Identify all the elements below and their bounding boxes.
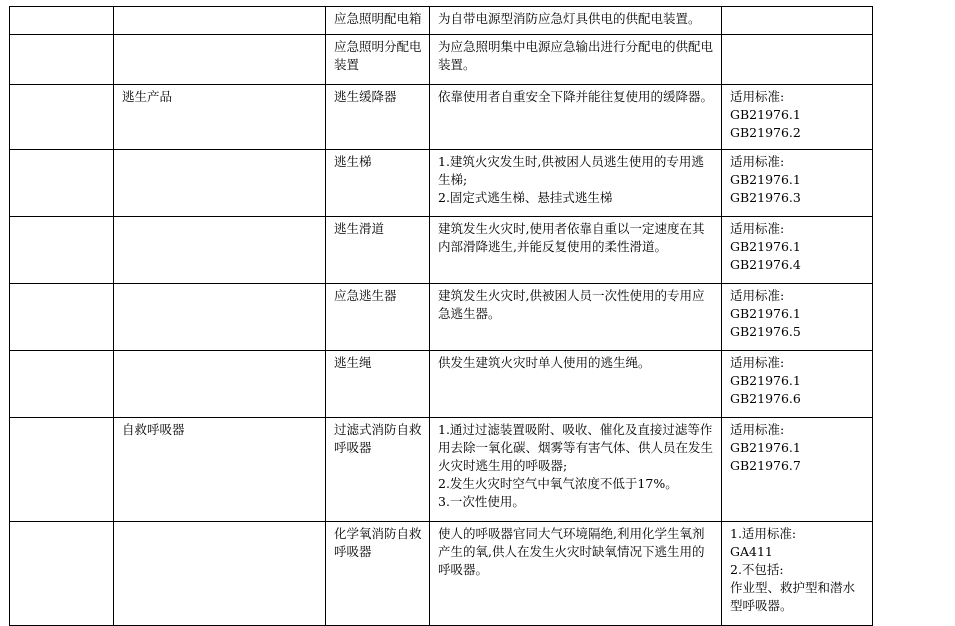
description-line: 依靠使用者自重安全下降并能往复使用的缓降器。: [438, 89, 714, 104]
table-row: [10, 284, 873, 351]
standard-line: GB21976.1: [730, 373, 801, 388]
standard-cell: [722, 7, 873, 35]
product-name-cell: 过滤式消防自救呼吸器: [326, 418, 430, 522]
standard-line: 适用标准:: [730, 288, 785, 303]
empty-cell: [10, 284, 114, 351]
standard-line: 适用标准:: [730, 89, 785, 104]
table-row: [10, 351, 873, 418]
table-row: [10, 35, 873, 85]
product-name-cell: 化学氧消防自救呼吸器: [326, 522, 430, 626]
description-line: 供发生建筑火灾时单人使用的逃生绳。: [438, 355, 651, 370]
table-row: [10, 85, 873, 150]
standard-line: 适用标准:: [730, 221, 785, 236]
empty-cell: [10, 217, 114, 284]
standard-line: 2.不包括:: [730, 562, 784, 577]
description-line: 3.一次性使用。: [438, 494, 525, 509]
standard-line: GB21976.1: [730, 440, 801, 455]
table-row: [10, 217, 873, 284]
description-cell: [430, 284, 722, 351]
empty-cell: [10, 351, 114, 418]
category-cell: 逃生产品: [114, 85, 326, 150]
table-row: [10, 7, 873, 35]
standard-line: 适用标准:: [730, 422, 785, 437]
category-cell: [114, 7, 326, 35]
product-name-cell: 应急照明配电箱: [326, 7, 430, 35]
category-cell: [114, 217, 326, 284]
standard-cell: [722, 418, 873, 522]
product-name-cell: 应急照明分配电装置: [326, 35, 430, 85]
standard-line: GB21976.7: [730, 458, 801, 473]
description-cell: [430, 418, 722, 522]
empty-cell: [10, 35, 114, 85]
category-cell: [114, 150, 326, 217]
standard-line: GB21976.5: [730, 324, 801, 339]
standard-line: GB21976.1: [730, 172, 801, 187]
standard-line: GB21976.1: [730, 107, 801, 122]
table-row: [10, 150, 873, 217]
category-cell: [114, 351, 326, 418]
product-name-cell: 应急逃生器: [326, 284, 430, 351]
category-cell: [114, 284, 326, 351]
standard-cell: [722, 217, 873, 284]
standard-cell: [722, 284, 873, 351]
table-row: [10, 522, 873, 626]
category-cell: 自救呼吸器: [114, 418, 326, 522]
standard-line: GB21976.6: [730, 391, 801, 406]
empty-cell: [10, 522, 114, 626]
standard-line: 适用标准:: [730, 355, 785, 370]
standard-cell: [722, 85, 873, 150]
category-cell: [114, 35, 326, 85]
empty-cell: [10, 150, 114, 217]
standard-cell: [722, 150, 873, 217]
description-line: 2.发生火灾时空气中氧气浓度不低于17%。: [438, 476, 678, 491]
standard-line: GA411: [730, 544, 773, 559]
product-name-cell: 逃生缓降器: [326, 85, 430, 150]
standard-line: GB21976.3: [730, 190, 801, 205]
description-line: 2.固定式逃生梯、悬挂式逃生梯: [438, 190, 613, 205]
description-cell: [430, 522, 722, 626]
empty-cell: [10, 7, 114, 35]
description-cell: [430, 217, 722, 284]
standard-line: 适用标准:: [730, 154, 785, 169]
category-cell: [114, 522, 326, 626]
description-line: 1.建筑火灾发生时,供被困人员逃生使用的专用逃生梯;: [438, 154, 704, 187]
description-cell: [430, 150, 722, 217]
description-line: 建筑发生火灾时,使用者依靠自重以一定速度在其内部滑降逃生,并能反复使用的柔性滑道。: [438, 221, 705, 254]
standard-cell: [722, 35, 873, 85]
standard-line: GB21976.2: [730, 125, 801, 140]
product-name-cell: 逃生梯: [326, 150, 430, 217]
standard-line: GB21976.4: [730, 257, 801, 272]
empty-cell: [10, 85, 114, 150]
product-name-cell: 逃生绳: [326, 351, 430, 418]
standard-line: 作业型、救护型和潜水型呼吸器。: [730, 580, 856, 613]
standard-cell: [722, 522, 873, 626]
description-cell: [430, 35, 722, 85]
standard-line: GB21976.1: [730, 239, 801, 254]
description-line: 为自带电源型消防应急灯具供电的供配电装置。: [438, 11, 701, 26]
description-cell: [430, 85, 722, 150]
description-line: 使人的呼吸器官同大气环境隔绝,利用化学生氧剂产生的氧,供人在发生火灾时缺氧情况下逃生用的呼吸器。: [438, 526, 705, 577]
description-line: 为应急照明集中电源应急输出进行分配电的供配电装置。: [438, 39, 714, 72]
description-line: 1.通过过滤装置吸附、吸收、催化及直接过滤等作用去除一氧化碳、烟雾等有害气体、供人员在发生火灾时逃生用的呼吸器;: [438, 422, 714, 473]
product-name-cell: 逃生滑道: [326, 217, 430, 284]
standard-line: GB21976.1: [730, 306, 801, 321]
empty-cell: [10, 418, 114, 522]
description-line: 建筑发生火灾时,供被困人员一次性使用的专用应急逃生器。: [438, 288, 705, 321]
table-row: [10, 418, 873, 522]
description-cell: [430, 7, 722, 35]
standard-cell: [722, 351, 873, 418]
product-table: [9, 6, 873, 626]
description-cell: [430, 351, 722, 418]
standard-line: 1.适用标准:: [730, 526, 797, 541]
